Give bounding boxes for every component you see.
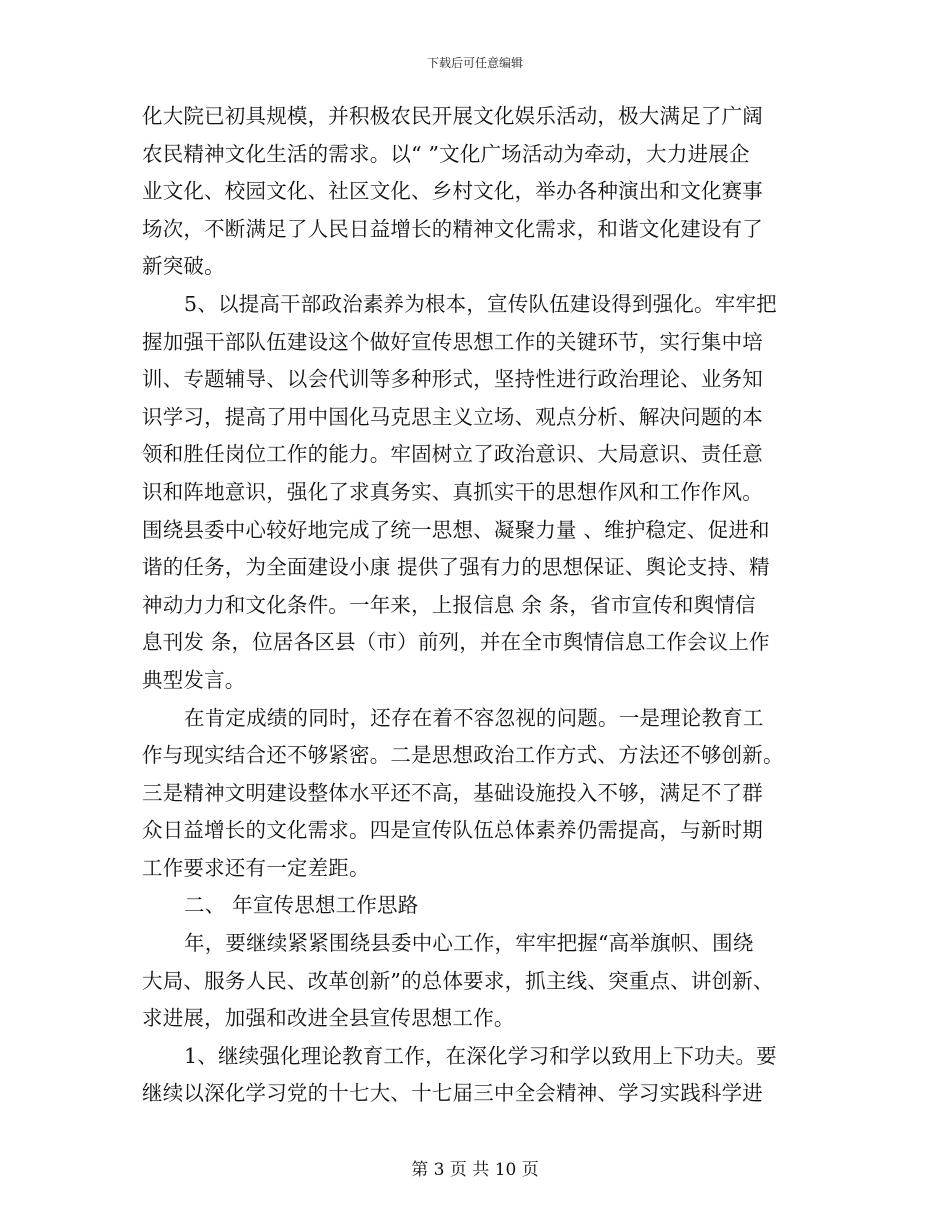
text-line: 识学习，提高了用中国化马克思主义立场、观点分析、解决问题的本 (142, 404, 763, 429)
text-line: 识和阵地意识，强化了求真务实、真抓实干的思想作风和工作作风。 (142, 479, 763, 504)
page-footer: 第 3 页 共 10 页 (411, 1160, 539, 1180)
text-line: 神动力力和文化条件。一年来，上报信息 余 条，省市宣传和舆情信 (142, 592, 756, 617)
text-line: 工作要求还有一定差距。 (142, 855, 370, 880)
text-line: 二、 年宣传思想工作思路 (184, 893, 419, 918)
text-line: 5、以提高干部政治素养为根本，宣传队伍建设得到强化。牢牢把 (184, 291, 777, 316)
text-line: 化大院已初具规模，并积极农民开展文化娱乐活动，极大满足了广阔 (142, 104, 763, 128)
document-body (142, 98, 814, 1113)
text-line: 在肯定成绩的同时，还存在着不容忽视的问题。一是理论教育工 (184, 705, 764, 730)
text-line: 业文化、校园文化、社区文化、乡村文化，举办各种演出和文化赛事 (142, 179, 763, 204)
text-line: 农民精神文化生活的需求。以“ ”文化广场活动为牵动，大力进展企 (142, 141, 750, 166)
text-line: 场次，不断满足了人民日益增长的精神文化需求，和谐文化建设有了 (142, 216, 763, 241)
text-line: 息刊发 条，位居各区县（市）前列，并在全市舆情信息工作会议上作 (142, 630, 770, 655)
text-line: 求进展，加强和改进全县宣传思想工作。 (142, 1006, 515, 1031)
text-line: 1、继续强化理论教育工作，在深化学习和学以致用上下功夫。要 (184, 1043, 777, 1068)
text-line: 领和胜任岗位工作的能力。牢固树立了政治意识、大局意识、责任意 (142, 442, 763, 467)
text-line: 握加强干部队伍建设这个做好宣传思想工作的关键环节，实行集中培 (142, 329, 763, 354)
text-line: 三是精神文明建设整体水平还不高，基础设施投入不够，满足不了群 (142, 780, 763, 805)
text-line: 训、专题辅导、以会代训等多种形式，坚持性进行政治理论、业务知 (142, 367, 763, 392)
text-line: 典型发言。 (142, 667, 246, 692)
text-line: 大局、服务人民、改革创新”的总体要求，抓主线、突重点、讲创新、 (142, 968, 774, 993)
text-line: 继续以深化学习党的十七大、十七届三中全会精神、学习实践科学进 (142, 1081, 763, 1106)
page-header: 下载后可任意编辑 (426, 56, 523, 70)
text-line: 众日益增长的文化需求。四是宣传队伍总体素养仍需提高，与新时期 (142, 818, 763, 843)
text-line: 作与现实结合还不够紧密。二是思想政治工作方式、方法还不够创新。 (142, 743, 784, 768)
text-line: 围绕县委中心较好地完成了统一思想、凝聚力量 、维护稳定、促进和 (142, 517, 770, 542)
text-line: 谐的任务，为全面建设小康 提供了强有力的思想保证、舆论支持、精 (142, 555, 770, 580)
text-line: 新突破。 (142, 254, 225, 279)
text-line: 年，要继续紧紧围绕县委中心工作，牢牢把握“高举旗帜、围绕 (184, 931, 754, 956)
